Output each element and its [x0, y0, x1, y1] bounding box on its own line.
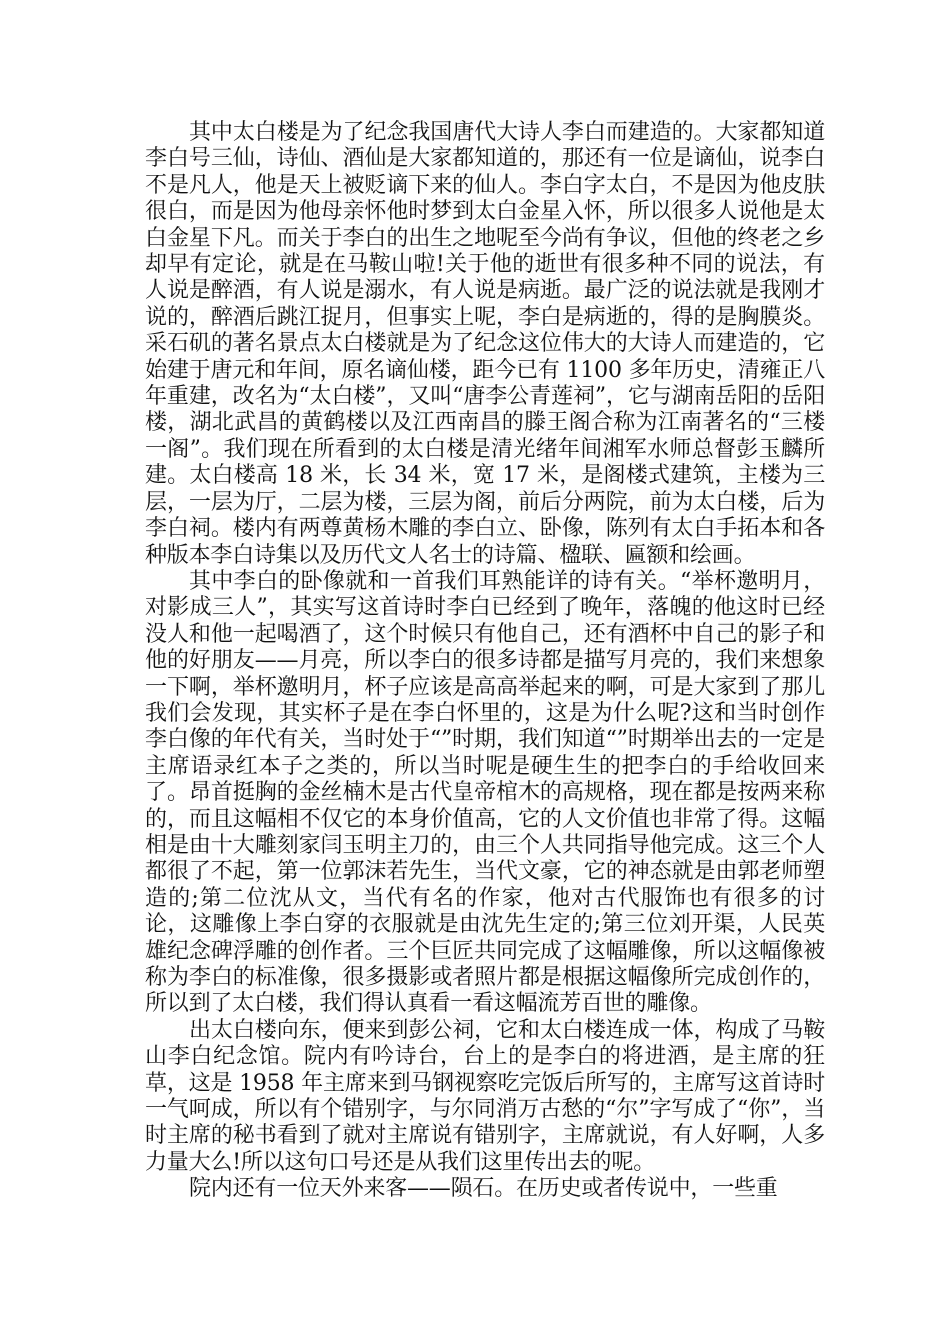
paragraph-reclining-statue: 其中李白的卧像就和一首我们耳熟能详的诗有关。“举杯邀明月，对影成三人”，其实写这首诗时李白已经到了晚年，落魄的他这时已经没人和他一起喝酒了，这个时候只有他自己，还有酒杯中自己的影子和他的好朋友——月亮，所以李白的很多诗都是描写月亮的，我们来想象一下啊，举杯邀明月，杯子应该是高高举起来的啊，可是大家到了那儿我们会发现，其实杯子是在李白怀里的，这是为什么呢?这和当时创作李白像的年代有关，当时处于“”时期，我们知道“”时期举出去的一定是主席语录红本子之类的，所以当时呢是硬生生的把李白的手给收回来了。昂首挺胸的金丝楠木是古代皇帝棺木的高规格，现在都是按两来称的，而且这幅相不仅它的本身价值高，它的人文价值也非常了得。这幅相是由十大雕刻家闫玉明主刀的，由三个人共同指导他完成。这三个人都很了不起，第一位郭沫若先生，当代文豪，它的神态就是由郭老师塑造的;第二位沈从文，当代有名的作家，他对古代服饰也有很多的讨论，这雕像上李白穿的衣服就是由沈先生定的;第三位刘开渠，人民英雄纪念碑浮雕的创作者。三个巨匠共同完成了这幅雕像，所以这幅像被称为李白的标准像，很多摄影或者照片都是根据这幅像所完成创作的，所以到了太白楼，我们得认真看一看这幅流芳百世的雕像。 — [145, 568, 825, 1017]
paragraph-taibai-tower: 其中太白楼是为了纪念我国唐代大诗人李白而建造的。大家都知道李白号三仙，诗仙、酒仙是大家都知道的，那还有一位是谪仙，说李白不是凡人，他是天上被贬谪下来的仙人。李白字太白，不是因为他皮肤很白，而是因为他母亲怀他时梦到太白金星入怀，所以很多人说他是太白金星下凡。而关于李白的出生之地呢至今尚有争议，但他的终老之乡却早有定论，就是在马鞍山啦!关于他的逝世有很多种不同的说法，有人说是醉酒，有人说是溺水，有人说是病逝。最广泛的说法就是我刚才说的，醉酒后跳江捉月，但事实上呢，李白是病逝的，得的是胸膜炎。采石矶的著名景点太白楼就是为了纪念这位伟大的大诗人而建造的，它始建于唐元和年间，原名谪仙楼，距今已有 1100 多年历史，清雍正八年重建，改名为“太白楼”，又叫“唐李公青莲祠”，它与湖南岳阳的岳阳楼，湖北武昌的黄鹤楼以及江西南昌的滕王阁合称为江南著名的“三楼一阁”。我们现在所看到的太白楼是清光绪年间湘军水师总督彭玉麟所建。太白楼高 18 米，长 34 米，宽 17 米，是阁楼式建筑，主楼为三层，一层为厅，二层为楼，三层为阁，前后分两院，前为太白楼，后为李白祠。楼内有两尊黄杨木雕的李白立、卧像，陈列有太白手拓本和各种版本李白诗集以及历代文人名士的诗篇、楹联、匾额和绘画。 — [145, 120, 825, 568]
paragraph-meteorite: 院内还有一位天外来客——陨石。在历史或者传说中，一些重 — [189, 1176, 778, 1202]
paragraph-penggong-temple: 出太白楼向东，便来到彭公祠，它和太白楼连成一体，构成了马鞍山李白纪念馆。院内有吟诗台，台上的是李白的将进酒，是主席的狂草，这是 1958 年主席来到马钢视察吃完饭后所写的，主席写这首诗时一气呵成，所以有个错别字，与尔同消万古愁的“尔”字写成了“你”，当时主席的秘书看到了就对主席说有错别字，主席就说，有人好啊，人多力量大么!所以这句口号还是从我们这里传出去的呢。 — [145, 1017, 825, 1175]
document-body — [145, 120, 825, 1203]
